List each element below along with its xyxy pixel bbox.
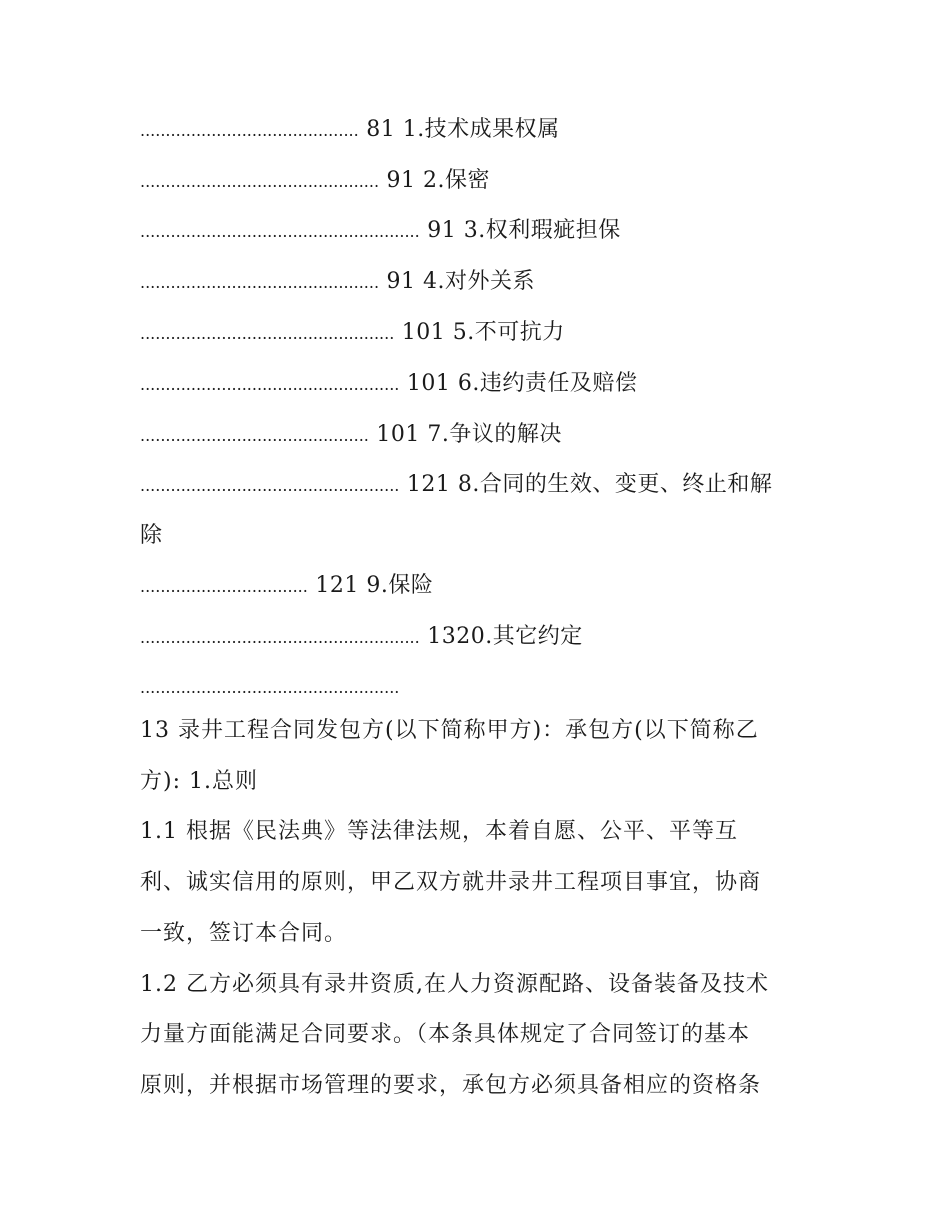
body-line: 13 录井工程合同发包方(以下简称甲方)：承包方(以下简称乙	[140, 718, 759, 743]
toc-leader-dots: ...................................................	[140, 678, 400, 697]
toc-entry-text: 1320.其它约定	[427, 624, 583, 649]
toc-leader-dots: .......................................................	[140, 628, 420, 647]
toc-entry	[140, 318, 565, 349]
body-line: 1.1 根据《民法典》等法律法规，本着自愿、公平、平等互	[140, 819, 738, 844]
toc-entry	[140, 571, 433, 602]
toc-entry	[140, 622, 583, 653]
body-line: 一致，签订本合同。	[140, 921, 348, 946]
toc-entry	[140, 166, 490, 197]
toc-leader-dots: .............................................	[140, 426, 369, 445]
toc-leader-dots: ...........................................	[140, 121, 359, 140]
toc-entry-text: 81 1.技术成果权属	[366, 117, 560, 142]
toc-entry	[140, 115, 560, 146]
toc-leader-dots: ...............................................	[140, 172, 380, 191]
toc-entry	[140, 470, 772, 501]
toc-leader-dots: ..................................................	[140, 324, 395, 343]
toc-entry-text: 101 7.争议的解决	[376, 422, 562, 447]
toc-leader-dots: .......................................................	[140, 222, 420, 241]
toc-leader-dots: ...............................................	[140, 273, 380, 292]
body-line: 利、诚实信用的原则，甲乙双方就井录井工程项目事宜，协商	[140, 870, 762, 895]
body-line: 1.2 乙方必须具有录井资质,在人力资源配路、设备装备及技术	[140, 972, 769, 997]
toc-leader-dots: ...................................................	[140, 375, 400, 394]
toc-entry-text: 121 9.保险	[315, 573, 434, 598]
toc-entry-text: 91 2.保密	[386, 168, 491, 193]
toc-entry-text: 101 5.不可抗力	[401, 320, 565, 345]
toc-entry	[140, 672, 399, 703]
toc-entry	[140, 216, 621, 247]
toc-leader-dots: ...................................................	[140, 476, 400, 495]
toc-entry-text: 101 6.违约责任及赔偿	[406, 371, 638, 396]
toc-entry-text: 121 8.合同的生效、变更、终止和解	[406, 472, 773, 497]
toc-entry	[140, 369, 637, 400]
toc-entry	[140, 267, 535, 298]
toc-entry-text: 91 4.对外关系	[386, 269, 536, 294]
toc-entry-text: 除	[140, 523, 163, 548]
toc-entry-continuation	[140, 521, 163, 551]
toc-entry	[140, 420, 562, 451]
body-line: 方): 1.总则	[140, 769, 258, 794]
body-line: 原则，并根据市场管理的要求，承包方必须具备相应的资格条	[140, 1073, 762, 1098]
toc-leader-dots: .................................	[140, 577, 308, 596]
toc-entry-text: 91 3.权利瑕疵担保	[427, 218, 621, 243]
body-line: 力量方面能满足合同要求。（本条具体规定了合同签订的基本	[140, 1022, 751, 1047]
